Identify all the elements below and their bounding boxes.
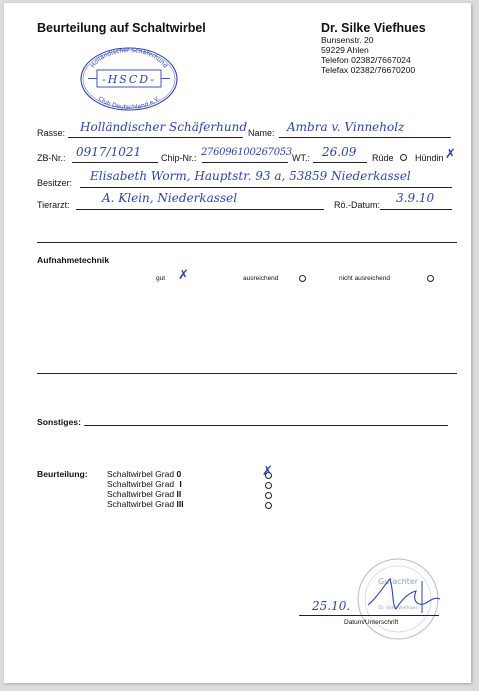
huendin-option[interactable]: [415, 153, 444, 163]
roe-datum-field[interactable]: 3.9.10: [396, 191, 435, 205]
tierarzt-label: Tierarzt:: [37, 200, 70, 210]
tierarzt-field[interactable]: A. Klein, Niederkassel: [102, 191, 238, 205]
grade-prefix: Schaltwirbel Grad: [107, 489, 175, 499]
logo-top-text: Holländischer Schäferhund: [89, 46, 169, 70]
ruede-option[interactable]: [372, 153, 407, 163]
wt-label: WT.:: [292, 153, 310, 163]
stamp-sub-text: Dr. Silke Viefhues: [378, 606, 418, 611]
logo-bottom-text: Club Deutschland e.V.: [96, 95, 162, 111]
grade-3-row: [107, 499, 184, 509]
rasse-field[interactable]: Holländischer Schäferhund: [80, 120, 247, 134]
sonstiges-field[interactable]: [84, 425, 448, 426]
stamp-text: Gutachter: [377, 577, 419, 586]
doctor-fax: Telefax 02382/76670200: [321, 65, 416, 75]
signature-caption: Datum/Unterschrift: [344, 619, 399, 626]
option-gut-check-mark[interactable]: ✗: [178, 268, 189, 283]
grade-2-value: II: [176, 489, 182, 499]
signature-line: [299, 615, 439, 616]
option-gut-label: gut: [156, 275, 166, 282]
doctor-phone: Telefon 02382/7667024: [321, 55, 411, 65]
besitzer-field[interactable]: Elisabeth Worm, Hauptstr. 93 a, 53859 Niederkassel: [90, 169, 411, 183]
beurteilung-label: Beurteilung:: [37, 469, 88, 479]
grade-0-check-mark[interactable]: ✗: [262, 464, 273, 479]
roe-datum-label: Rö.-Datum:: [334, 200, 381, 210]
grade-1-radio[interactable]: [265, 482, 272, 489]
huendin-label: Hündin: [415, 153, 444, 163]
grade-2-radio[interactable]: [265, 492, 272, 499]
club-logo: [78, 41, 180, 111]
rasse-label: Rasse:: [37, 128, 66, 138]
signature-scribble: [364, 575, 444, 617]
grade-1-row: [107, 479, 182, 489]
wt-field[interactable]: 26.09: [322, 145, 357, 159]
section-divider: [37, 242, 457, 243]
zb-label: ZB-Nr.:: [37, 153, 66, 163]
ruede-radio[interactable]: [400, 154, 407, 161]
grade-0-value: 0: [176, 469, 182, 479]
option-nicht-ausreichend-radio[interactable]: [427, 275, 434, 282]
sonstiges-label: Sonstiges:: [37, 417, 81, 427]
name-field[interactable]: Ambra v. Vinneholz: [287, 120, 405, 134]
option-ausreichend-radio[interactable]: [299, 275, 306, 282]
option-ausreichend-label: ausreichend: [243, 275, 279, 282]
doctor-name: Dr. Silke Viefhues: [321, 21, 426, 35]
grade-0-row: [107, 469, 181, 479]
doctor-city: 59229 Ahlen: [321, 45, 369, 55]
signature-date-field[interactable]: 25.10.: [312, 599, 351, 613]
document-title: Beurteilung auf Schaltwirbel: [37, 21, 206, 35]
chip-field[interactable]: 276096100267053: [201, 147, 292, 158]
doctor-block: [321, 21, 426, 75]
document-page: [4, 3, 471, 683]
ruede-label: Rüde: [372, 153, 394, 163]
grade-2-row: [107, 489, 181, 499]
zb-field[interactable]: 0917/1021: [76, 145, 142, 159]
huendin-check-mark[interactable]: ✗: [445, 147, 456, 162]
chip-label: Chip-Nr.:: [161, 153, 197, 163]
grade-1-value: I: [179, 479, 182, 489]
option-nicht-ausreichend-label: nicht ausreichend: [339, 275, 390, 282]
logo-initials: -HSCD-: [101, 73, 157, 86]
grade-3-value: III: [176, 499, 184, 509]
name-label: Name:: [248, 128, 275, 138]
aufnahme-notes-line: [37, 373, 457, 374]
grade-3-radio[interactable]: [265, 502, 272, 509]
grade-prefix: Schaltwirbel Grad: [107, 479, 175, 489]
aufnahmetechnik-heading: Aufnahmetechnik: [37, 255, 110, 265]
grade-prefix: Schaltwirbel Grad: [107, 499, 175, 509]
grade-prefix: Schaltwirbel Grad: [107, 469, 175, 479]
doctor-street: Bunsenstr. 20: [321, 35, 374, 45]
besitzer-label: Besitzer:: [37, 178, 73, 188]
